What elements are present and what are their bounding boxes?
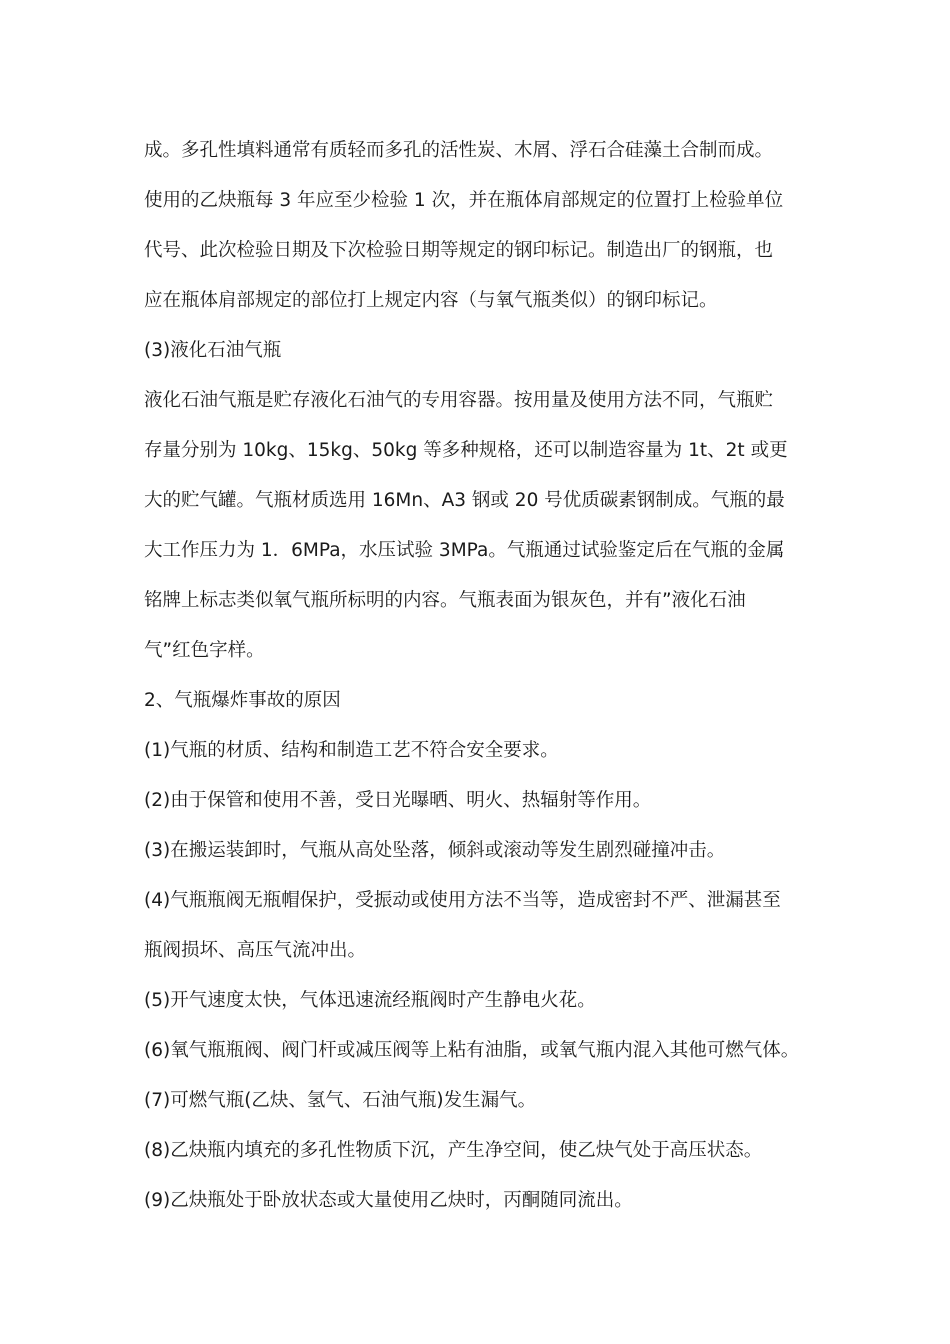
text-line: 气”红色字样。: [144, 640, 265, 661]
list-item: (3)在搬运装卸时，气瓶从高处坠落，倾斜或滚动等发生剧烈碰撞冲击。: [144, 840, 726, 861]
text-line: 大的贮气罐。气瓶材质选用 16Mn、A3 钢或 20 号优质碳素钢制成。气瓶的最: [144, 490, 785, 511]
text-line: 大工作压力为 1．6MPa，水压试验 3MPa。气瓶通过试验鉴定后在气瓶的金属: [144, 540, 785, 561]
text-line: 应在瓶体肩部规定的部位打上规定内容（与氧气瓶类似）的钢印标记。: [144, 290, 718, 311]
list-item: (6)氧气瓶瓶阀、阀门杆或减压阀等上粘有油脂，或氧气瓶内混入其他可燃气体。: [144, 1040, 800, 1061]
text-line: 液化石油气瓶是贮存液化石油气的专用容器。按用量及使用方法不同，气瓶贮: [144, 390, 774, 411]
list-item: (1)气瓶的材质、结构和制造工艺不符合安全要求。: [144, 740, 559, 761]
list-item-continuation: 瓶阀损坏、高压气流冲出。: [144, 940, 367, 961]
document-body: [144, 126, 816, 1226]
section-heading: 2、气瓶爆炸事故的原因: [144, 690, 341, 711]
text-line: 代号、此次检验日期及下次检验日期等规定的钢印标记。制造出厂的钢瓶，也: [144, 240, 774, 261]
list-item: (9)乙炔瓶处于卧放状态或大量使用乙炔时，丙酮随同流出。: [144, 1190, 633, 1211]
text-line: 使用的乙炔瓶每 3 年应至少检验 1 次，并在瓶体肩部规定的位置打上检验单位: [144, 190, 784, 211]
section-heading: (3)液化石油气瓶: [144, 340, 282, 361]
list-item: (5)开气速度太快，气体迅速流经瓶阀时产生静电火花。: [144, 990, 596, 1011]
list-item: (7)可燃气瓶(乙炔、氢气、石油气瓶)发生漏气。: [144, 1090, 537, 1111]
list-item: (2)由于保管和使用不善，受日光曝晒、明火、热辐射等作用。: [144, 790, 652, 811]
list-item: (8)乙炔瓶内填充的多孔性物质下沉，产生净空间，使乙炔气处于高压状态。: [144, 1140, 763, 1161]
text-line: 铭牌上标志类似氧气瓶所标明的内容。气瓶表面为银灰色，并有”液化石油: [144, 590, 746, 611]
list-item: (4)气瓶瓶阀无瓶帽保护，受振动或使用方法不当等，造成密封不严、泄漏甚至: [144, 890, 781, 911]
text-line: 存量分别为 10kg、15kg、50kg 等多种规格，还可以制造容量为 1t、2t 或更: [144, 440, 788, 461]
text-line: 成。多孔性填料通常有质轻而多孔的活性炭、木屑、浮石合硅藻土合制而成。: [144, 140, 774, 161]
